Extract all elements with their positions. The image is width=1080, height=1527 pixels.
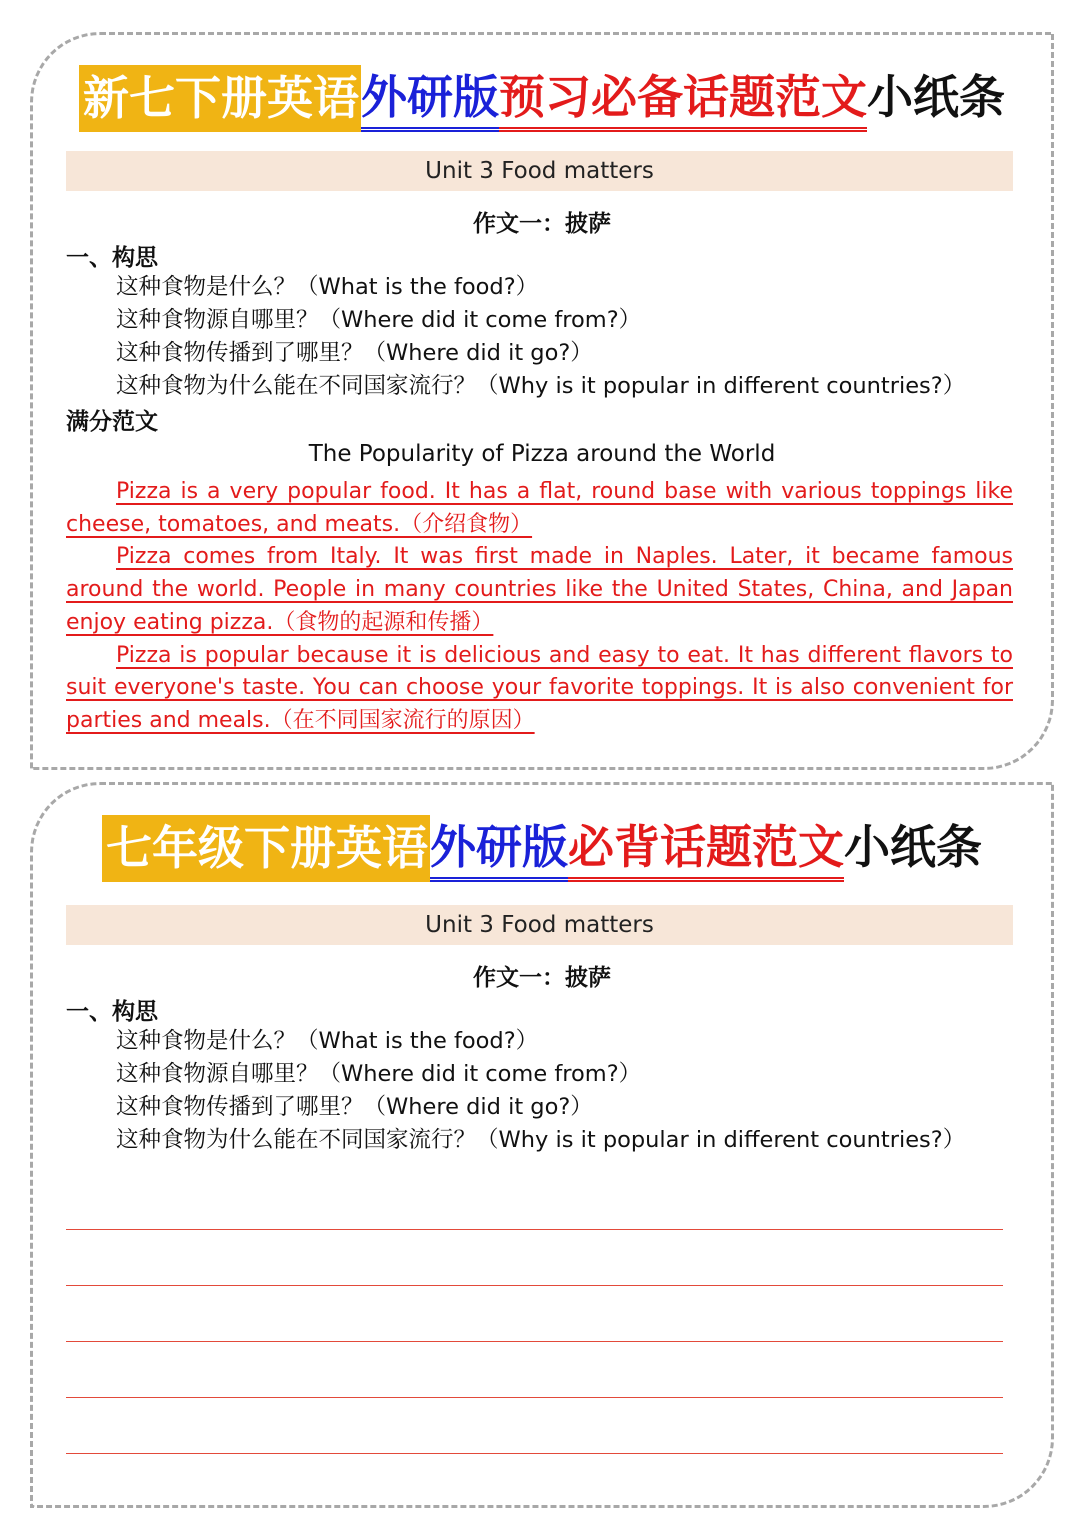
unit-banner: Unit 3 Food matters — [66, 151, 1013, 191]
title-publisher: 外研版 — [361, 70, 499, 132]
idea-list — [116, 271, 965, 403]
model-essay-title: The Popularity of Pizza around the World — [308, 441, 776, 467]
title-highlight: 七年级下册英语 — [102, 815, 430, 882]
list-item: 这种食物传播到了哪里？（Where did it go?） — [116, 1094, 593, 1120]
list-item: 这种食物为什么能在不同国家流行？（Why is it popular in different countries?） — [116, 1127, 966, 1153]
list-item: 这种食物是什么？（What is the food?） — [116, 274, 539, 300]
title-publisher: 外研版 — [430, 820, 568, 882]
idea-list — [116, 1025, 965, 1157]
writing-line — [66, 1453, 1003, 1454]
essay-label: 作文一：披萨 — [473, 965, 611, 991]
essay-label: 作文一：披萨 — [473, 211, 611, 237]
essay-paragraph: Pizza is popular because it is delicious and easy to eat. It has different flavors to suit everyone's taste. You can choose your favorite toppings. It is also convenient for parties and meals.（在不同国家流行的原因） — [66, 642, 1013, 733]
title-suffix: 小纸条 — [867, 70, 1005, 124]
model-heading: 满分范文 — [66, 409, 158, 435]
card-title — [33, 815, 1051, 882]
list-item: 这种食物为什么能在不同国家流行？（Why is it popular in different countries?） — [116, 373, 966, 399]
preview-card — [30, 32, 1054, 770]
title-highlight: 新七下册英语 — [79, 65, 361, 132]
essay-paragraph: Pizza comes from Italy. It was first made in Naples. Later, it became famous around the world. People in many countries like the United States, China, and Japan enjoy eating pizza.（食物的起源和传播） — [66, 544, 1013, 635]
section-heading: 一、构思 — [66, 999, 158, 1025]
essay-paragraph: Pizza is a very popular food. It has a flat, round base with various toppings like cheese, tomatoes, and meats.（介绍食物） — [66, 479, 1013, 537]
card-title — [33, 65, 1051, 132]
writing-line — [66, 1229, 1003, 1230]
section-heading: 一、构思 — [66, 245, 158, 271]
title-suffix: 小纸条 — [844, 820, 982, 874]
writing-line — [66, 1397, 1003, 1398]
unit-banner: Unit 3 Food matters — [66, 905, 1013, 945]
list-item: 这种食物传播到了哪里？（Where did it go?） — [116, 340, 593, 366]
title-topic: 预习必备话题范文 — [499, 70, 867, 132]
title-topic: 必背话题范文 — [568, 820, 844, 882]
list-item: 这种食物源自哪里？（Where did it come from?） — [116, 307, 642, 333]
list-item: 这种食物是什么？（What is the food?） — [116, 1028, 539, 1054]
model-essay — [66, 476, 1013, 738]
practice-card — [30, 782, 1054, 1508]
writing-line — [66, 1285, 1003, 1286]
writing-line — [66, 1341, 1003, 1342]
list-item: 这种食物源自哪里？（Where did it come from?） — [116, 1061, 642, 1087]
